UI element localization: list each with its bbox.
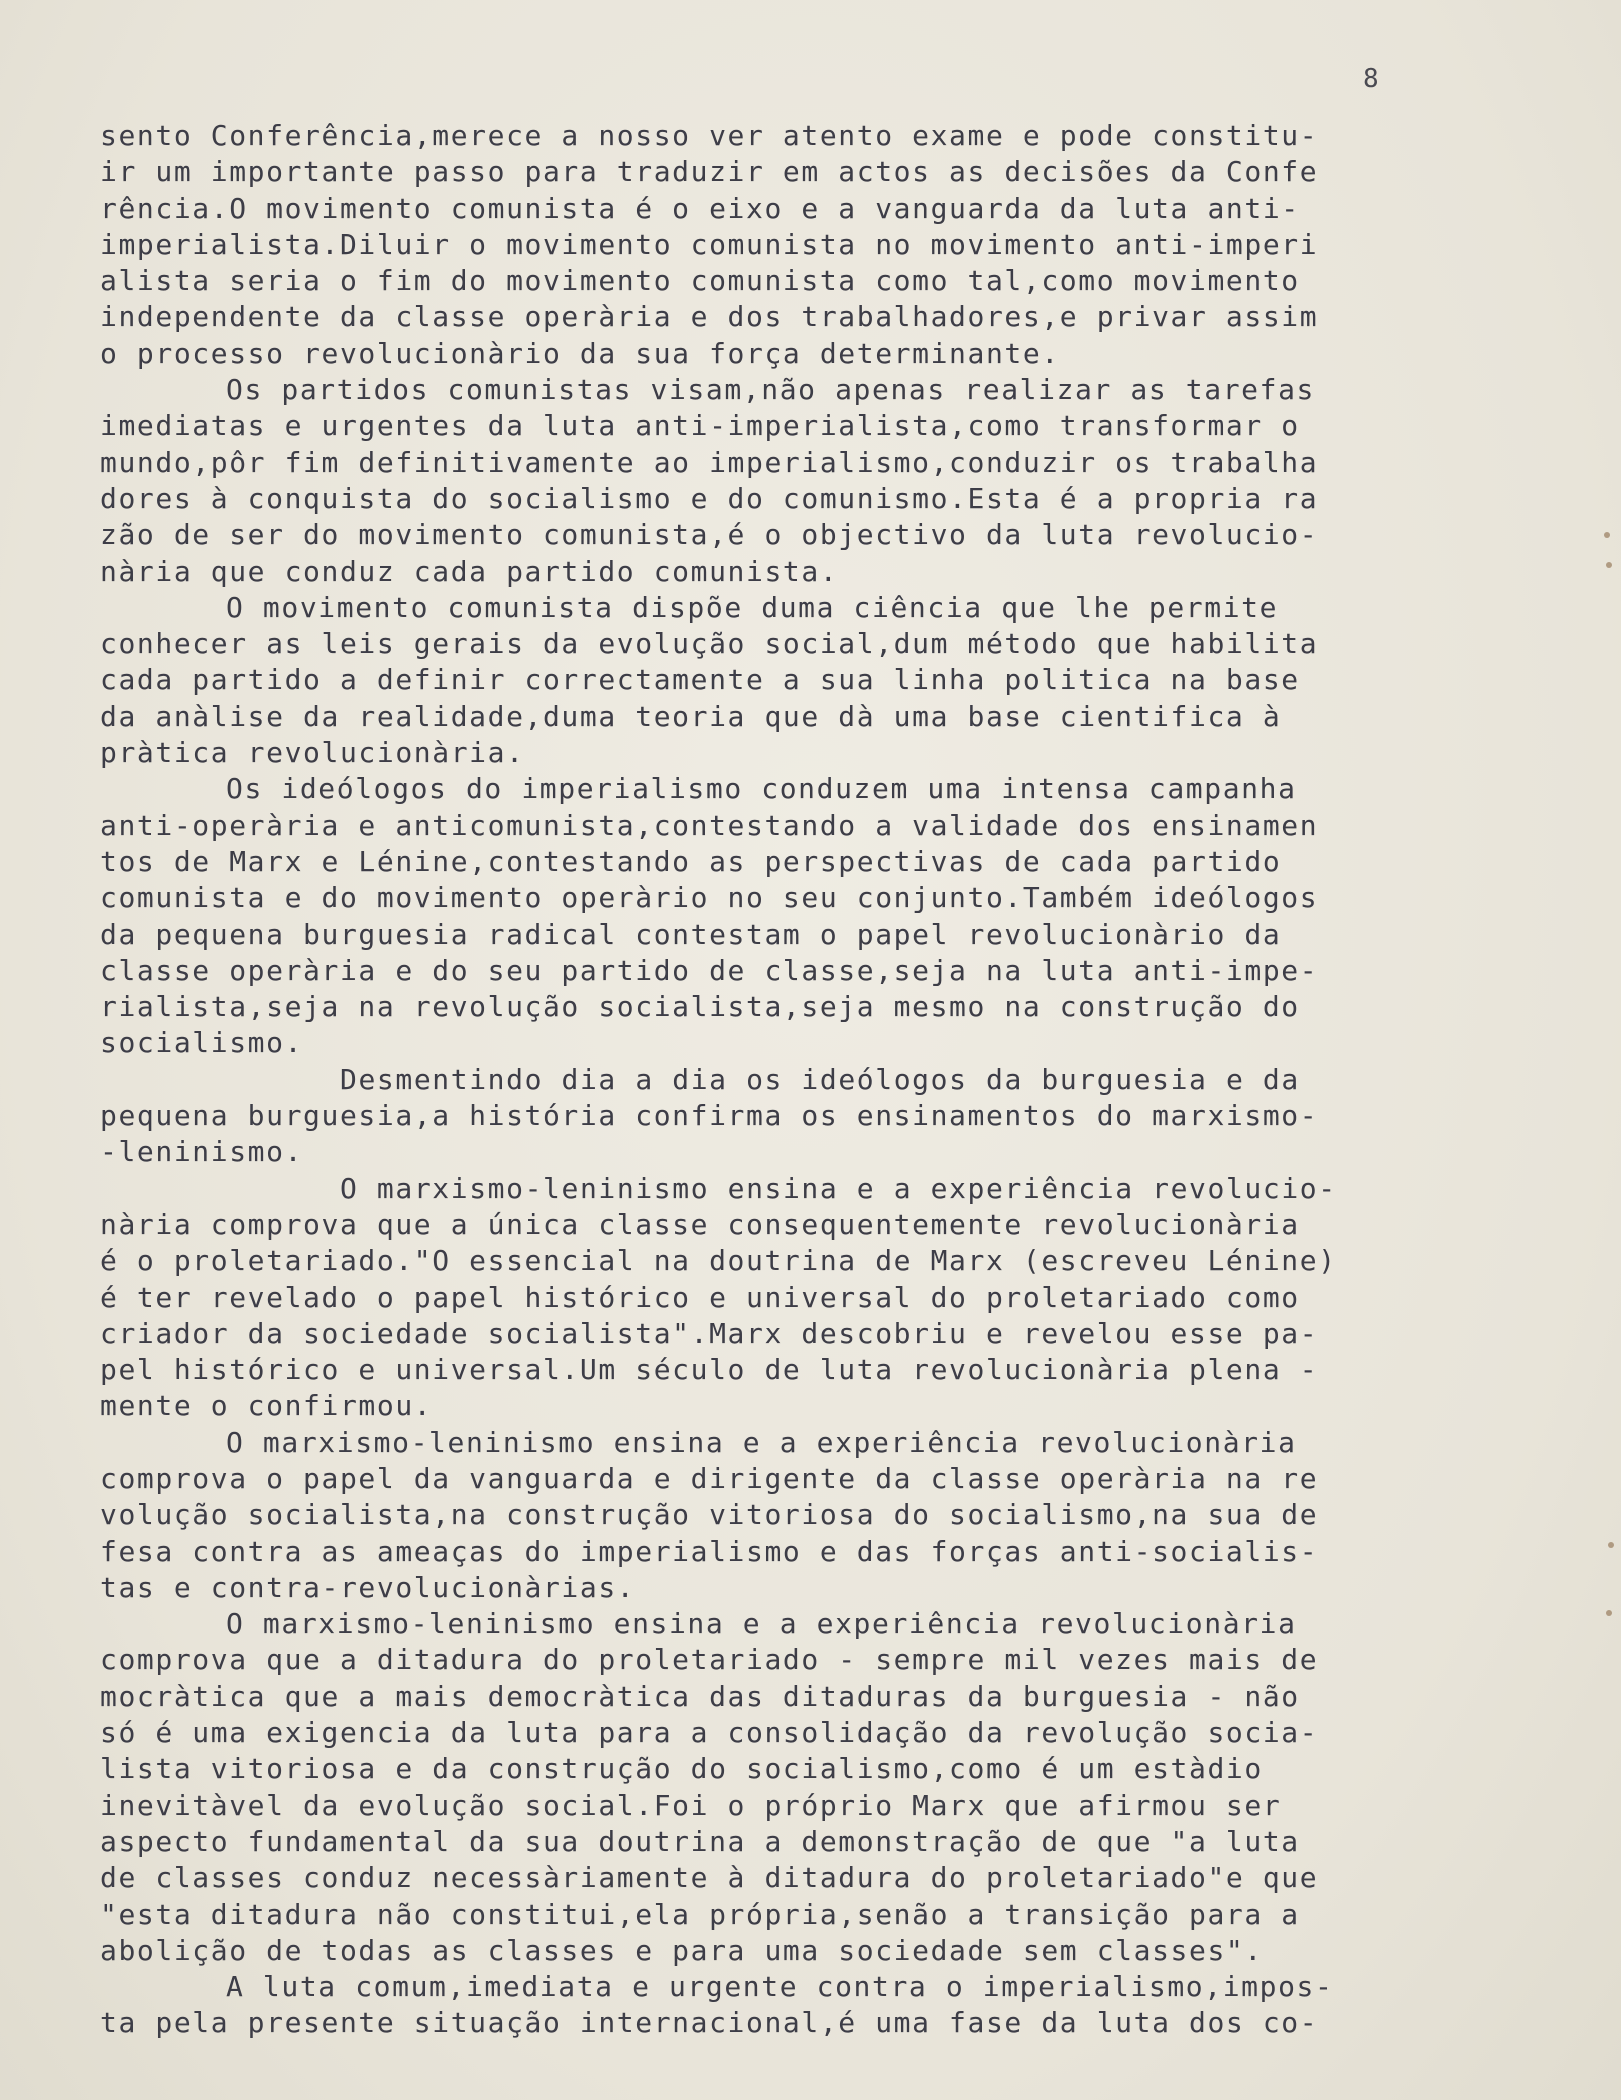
text-line: só é uma exigencia da luta para a consolidação da revolução socia- <box>100 1716 1319 1750</box>
text-line: imperialista.Diluir o movimento comunista no movimento anti-imperi <box>100 227 1319 261</box>
text-line: criador da sociedade socialista".Marx descobriu e revelou esse pa- <box>100 1316 1319 1350</box>
text-line: tos de Marx e Lénine,contestando as perspectivas de cada partido <box>100 844 1282 878</box>
text-line: é ter revelado o papel histórico e universal do proletariado como <box>100 1280 1300 1314</box>
text-line: independente da classe operària e dos trabalhadores,e privar assim <box>100 300 1319 334</box>
text-line: lista vitoriosa e da construção do socialismo,como é um estàdio <box>100 1752 1263 1786</box>
text-line: mundo,pôr fim definitivamente ao imperialismo,conduzir os trabalha <box>100 445 1319 479</box>
text-line: nària que conduz cada partido comunista. <box>100 554 839 588</box>
text-line: da anàlise da realidade,duma teoria que dà uma base cientifica à <box>100 699 1282 733</box>
text-line: da pequena burguesia radical contestam o papel revolucionàrio da <box>100 917 1282 951</box>
text-line: mente o confirmou. <box>100 1389 433 1423</box>
text-line: cada partido a definir correctamente a sua linha politica na base <box>100 663 1300 697</box>
text-line: comprova o papel da vanguarda e dirigente da classe operària na re <box>100 1461 1319 1495</box>
text-line: mocràtica que a mais democràtica das ditaduras da burguesia - não <box>100 1679 1300 1713</box>
text-line: "esta ditadura não constitui,ela própria,senão a transição para a <box>100 1897 1300 1931</box>
text-line: Os partidos comunistas visam,não apenas realizar as tarefas <box>226 373 1315 407</box>
text-line: anti-operària e anticomunista,contestando a validade dos ensinamen <box>100 808 1319 842</box>
text-line: conhecer as leis gerais da evolução social,dum método que habilita <box>100 627 1319 661</box>
text-line: abolição de todas as classes e para uma sociedade sem classes". <box>100 1933 1263 1967</box>
text-line: rência.O movimento comunista é o eixo e a vanguarda da luta anti- <box>100 191 1300 225</box>
text-line: tas e contra-revolucionàrias. <box>100 1570 636 1604</box>
text-line: O marxismo-leninismo ensina e a experiência revolucionària <box>226 1425 1297 1459</box>
text-line: de classes conduz necessàriamente à ditadura do proletariado"e que <box>100 1861 1319 1895</box>
text-line: classe operària e do seu partido de classe,seja na luta anti-impe- <box>100 953 1319 987</box>
text-line: ta pela presente situação internacional,é uma fase da luta dos co- <box>100 2006 1319 2040</box>
text-line: O marxismo-leninismo ensina e a experiência revolucio- <box>340 1171 1337 1205</box>
text-line: pràtica revolucionària. <box>100 736 525 770</box>
text-line: volução socialista,na construção vitoriosa do socialismo,na sua de <box>100 1498 1319 1532</box>
text-line: fesa contra as ameaças do imperialismo e das forças anti-socialis- <box>100 1534 1319 1568</box>
text-line: Desmentindo dia a dia os ideólogos da burguesia e da <box>340 1062 1300 1096</box>
margin-mark <box>1604 532 1610 538</box>
text-line: O movimento comunista dispõe duma ciência que lhe permite <box>226 590 1279 624</box>
text-line: comprova que a ditadura do proletariado - sempre mil vezes mais de <box>100 1643 1319 1677</box>
margin-mark <box>1606 562 1612 568</box>
text-line: Os ideólogos do imperialismo conduzem uma intensa campanha <box>226 772 1297 806</box>
text-line: rialista,seja na revolução socialista,seja mesmo na construção do <box>100 990 1300 1024</box>
text-line: -leninismo. <box>100 1135 304 1169</box>
text-line: inevitàvel da evolução social.Foi o próprio Marx que afirmou ser <box>100 1788 1282 1822</box>
text-line: comunista e do movimento operàrio no seu conjunto.Também ideólogos <box>100 881 1319 915</box>
margin-mark <box>1608 1542 1614 1548</box>
text-line: A luta comum,imediata e urgente contra o imperialismo,impos- <box>226 1970 1334 2004</box>
text-line: imediatas e urgentes da luta anti-imperialista,como transformar o <box>100 409 1300 443</box>
text-line: aspecto fundamental da sua doutrina a demonstração de que "a luta <box>100 1824 1300 1858</box>
text-line: O marxismo-leninismo ensina e a experiência revolucionària <box>226 1607 1297 1641</box>
page-number: 8 <box>1363 64 1379 94</box>
text-line: nària comprova que a única classe consequentemente revolucionària <box>100 1207 1300 1241</box>
margin-mark <box>1606 1610 1612 1616</box>
text-line: pequena burguesia,a história confirma os ensinamentos do marxismo- <box>100 1099 1319 1133</box>
body-text <box>100 118 1470 2042</box>
text-line: é o proletariado."O essencial na doutrina de Marx (escreveu Lénine) <box>100 1244 1337 1278</box>
text-line: alista seria o fim do movimento comunista como tal,como movimento <box>100 264 1300 298</box>
text-line: sento Conferência,merece a nosso ver atento exame e pode constitu- <box>100 119 1319 152</box>
text-line: ir um importante passo para traduzir em actos as decisões da Confe <box>100 155 1319 189</box>
text-line: zão de ser do movimento comunista,é o objectivo da luta revolucio- <box>100 518 1319 552</box>
text-line: dores à conquista do socialismo e do comunismo.Esta é a propria ra <box>100 481 1319 515</box>
text-line: pel histórico e universal.Um século de luta revolucionària plena - <box>100 1353 1319 1387</box>
text-line: o processo revolucionàrio da sua força determinante. <box>100 336 1060 370</box>
text-line: socialismo. <box>100 1026 304 1060</box>
